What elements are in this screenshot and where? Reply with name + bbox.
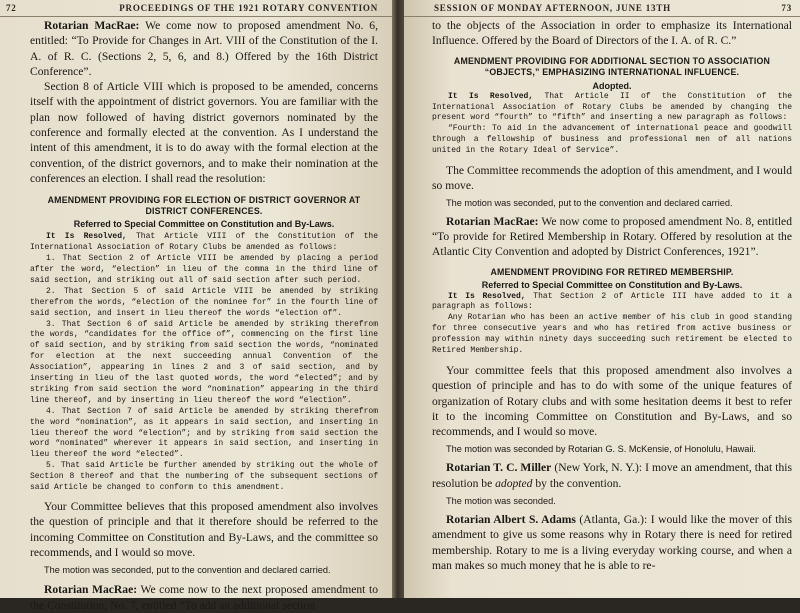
quoted-paragraph: “Fourth: To aid in the advancement of international peace and goodwill through a fellowship of business and professional men of all nations united in the Rotary Ideal of Service”.	[432, 124, 792, 156]
motion-note: The motion was seconded.	[446, 496, 556, 507]
right-page	[404, 0, 800, 598]
amendment-subheading: Adopted.	[592, 80, 632, 91]
paragraph: The Committee recommends the adoption of this amendment, and I would so move.	[432, 164, 792, 193]
left-page	[0, 0, 392, 612]
paragraph	[432, 512, 792, 573]
motion-note: The motion was seconded by Rotarian G. S. McKensie, of Honolulu, Hawaii.	[446, 444, 756, 455]
resolution-label: It Is Resolved,	[448, 91, 534, 101]
paragraph-text: (Atlanta, Ga.): I would like the mover of this amendment to give us some reasons why in Rotary there is need for retired membership. Rotary to me is a living everyday working course, and when a man makes so much money that he is able to re-	[432, 513, 793, 572]
paragraph-text: (New York, N. Y.): I move an amendment, that this resolution be	[432, 461, 792, 490]
resolution	[432, 92, 792, 125]
right-page-header	[404, 0, 800, 17]
right-running-title: SESSION OF MONDAY AFTERNOON, JUNE 13TH	[434, 3, 671, 13]
amendment-subheading: Referred to Special Committee on Constitution and By-Laws.	[73, 219, 335, 230]
paragraph-text: We now come to proposed amendment No. 8, entitled “To provide for Retired Membership in Rotary. Offered by resolution at the Atlantic City Convention and adopted by District Conferences, 1921”.	[432, 214, 793, 259]
amendment-subheading: Referred to Special Committee on Constitution and By-Laws.	[481, 279, 743, 290]
book-gutter	[392, 0, 404, 598]
right-page-number: 73	[781, 3, 792, 13]
right-page-content	[432, 18, 792, 573]
quoted-paragraph: Any Rotarian who has been an active member of his club in good standing for three consecutive years and who has retired from active business or profession may within ninety days succeeding such retirement be elected to Retired Membership.	[432, 313, 792, 356]
amendment-heading: AMENDMENT PROVIDING FOR ADDITIONAL SECTION TO ASSOCIATION “OBJECTS,” EMPHASIZING INTERNATIONAL INFLUENCE.	[453, 55, 771, 77]
motion-note: The motion was seconded, put to the convention and declared carried.	[446, 197, 733, 208]
paragraph: Section 8 of Article VIII which is proposed to be amended, concerns itself with the appointment of district governors. You are familiar with the plan now followed of having district governors nominated by the conference and formally elected at the convention. As I understand the intent of this amendment, it is to do away with the formal election at the convention, of the district governors, and to make their nomination at the conferences an election. I shall read the resolution:	[30, 80, 378, 185]
paragraph-text: We come now to the next proposed amendment to the Constitution, No. 7, entitled “To add an additional section	[30, 583, 378, 612]
motion-note: The motion was seconded, put to the convention and declared carried.	[44, 565, 331, 576]
paragraph	[30, 18, 378, 79]
emphasis-text: adopted	[495, 476, 533, 490]
speaker-name: Rotarian MacRae:	[44, 583, 138, 597]
amendment-item-1: 1. That Section 2 of Article VIII be amended by placing a period after the word, “election” in lieu of the comma in the third line of said section, and striking out all of said section after such period.	[30, 254, 378, 285]
left-page-content	[30, 18, 378, 613]
speaker-name: Rotarian MacRae:	[446, 214, 539, 228]
amendment-item-3: 3. That Section 6 of said Article be amended by striking therefrom the words, “candidates for the office of”, commencing on the first line of said section, and by striking from said section the words, “nominated for election at the next succeeding annual Convention of the Association”, appearing in lines 2 and 3 of said section, and by inserting in lieu of the last quoted words, the word “elected”; and by striking from said section the word “nomination” appearing in the third line thereof, and by inserting in lieu thereof the word “election”.	[30, 319, 378, 405]
speaker-name: Rotarian T. C. Miller	[446, 461, 552, 475]
resolution-text: That Article VIII of the Constitution of the International Association of Rotary Clubs be amended as follows:	[30, 232, 378, 253]
paragraph: Your Committee believes that this proposed amendment also involves the question of principle and that it therefore should be referred to the incoming Committee on Constitution and By-Laws, and the committee so recommends, and I would so move.	[30, 500, 378, 559]
paragraph	[432, 460, 792, 491]
left-page-number: 72	[6, 3, 17, 13]
paragraph	[432, 214, 792, 260]
paragraph: to the objects of the Association in order to emphasize its International Influence. Offered by the Board of Directors of the I. A. of R. C.”	[432, 19, 792, 48]
speaker-name: Rotarian Albert S. Adams	[446, 513, 576, 527]
paragraph-text: We come now to proposed amendment No. 6, entitled: “To Provide for Changes in Art. VIII of the Constitution of the I. A. of R. C. (Sections 2, 5, 6, and 8.) Offered by the 16th District Conference”.	[30, 19, 378, 78]
amendment-heading: AMENDMENT PROVIDING FOR RETIRED MEMBERSHIP.	[490, 266, 734, 277]
left-running-title: PROCEEDINGS OF THE 1921 ROTARY CONVENTION	[119, 3, 378, 13]
speaker-name: Rotarian MacRae:	[44, 19, 140, 32]
amendment-item-5: 5. That said Article be further amended by striking out the whole of Section 8 thereof and that the numbering of the subsequent sections of said Article be changed to conform to this amendment.	[30, 461, 378, 493]
paragraph	[30, 582, 378, 613]
resolution	[432, 292, 792, 314]
resolution-label: It Is Resolved,	[448, 291, 526, 301]
amendment-item-2: 2. That Section 5 of said Article VIII be amended by striking therefrom the words, “election of the nominee for” in the fourth line of said section, and insert in lieu thereof the words “election of”.	[30, 286, 378, 318]
resolution	[30, 232, 378, 254]
resolution-text: That Article II of the Constitution of the International Association of Rotary Clubs be amended by changing the present word “fourth” to “fifth” and inserting a new paragraph as follows:	[432, 91, 792, 123]
left-page-header	[0, 0, 392, 17]
paragraph-text: by the convention.	[532, 476, 622, 490]
amendment-item-4: 4. That Section 7 of said Article be amended by striking therefrom the word “nomination”, as it appears in said section, and inserting in lieu thereof the word “election”; and by striking from said section the word “nominated” wherever it appears in said section, and inserting in lieu thereof the word “elected”.	[30, 406, 378, 460]
resolution-label: It Is Resolved,	[46, 232, 127, 242]
amendment-heading: AMENDMENT PROVIDING FOR ELECTION OF DISTRICT GOVERNOR AT DISTRICT CONFERENCES.	[47, 195, 361, 217]
paragraph: Your committee feels that this proposed amendment also involves a question of principle and has to do with some of the unique features of organization of Rotary clubs and with some hesitation deems it best to refer it to the incoming Committee on Constitution and By-Laws, and so recommends, and I would so move.	[432, 363, 792, 439]
resolution-text: That Section 2 of Article III have added to it a paragraph as follows:	[432, 291, 792, 312]
